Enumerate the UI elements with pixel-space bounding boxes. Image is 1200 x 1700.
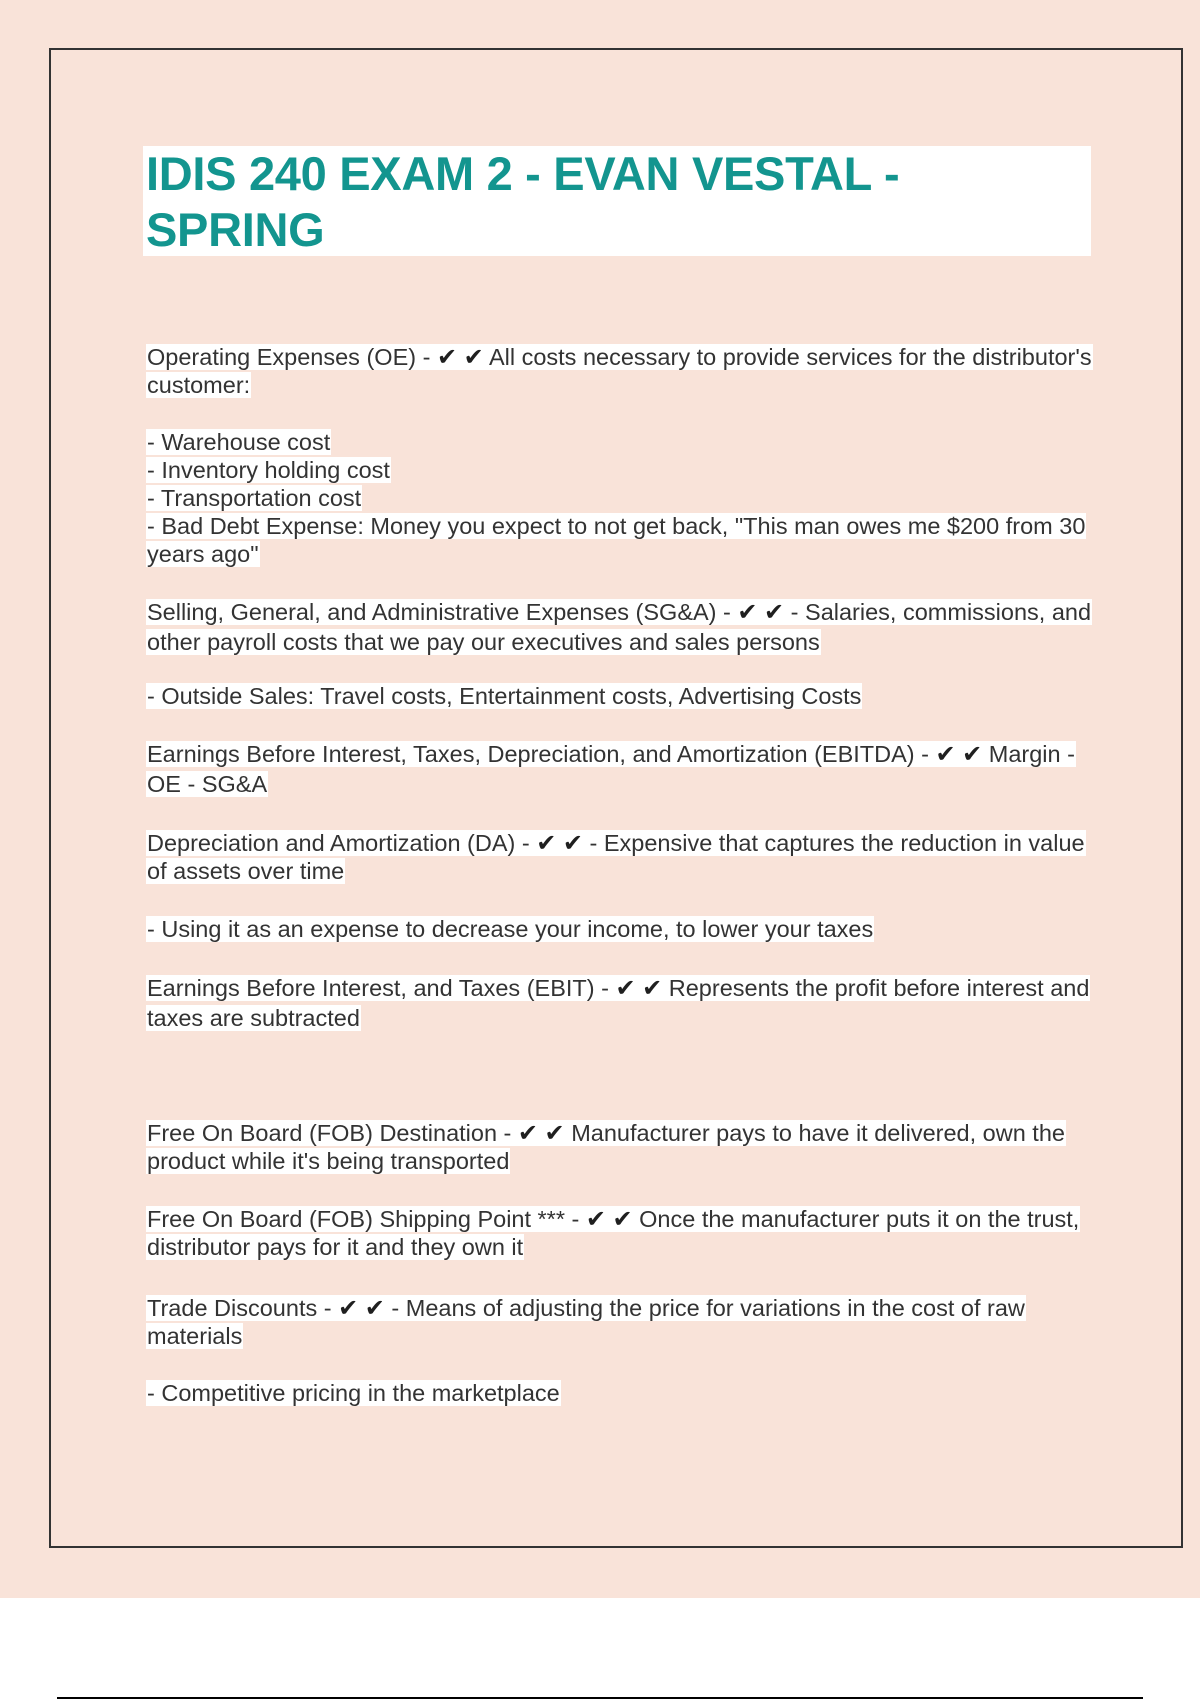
note-text: - Using it as an expense to decrease your income, to lower your taxes: [147, 916, 874, 942]
note-text: - Outside Sales: Travel costs, Entertainment costs, Advertising Costs: [147, 683, 862, 709]
entry-trade-discounts: [146, 1294, 1106, 1350]
check-icon: ✔: [764, 598, 785, 626]
bullet-item: - Bad Debt Expense: Money you expect to not get back, "This man owes me $200 from 30 years ago": [147, 513, 1086, 567]
entry-fob-destination: [146, 1119, 1106, 1175]
entry-definition: All costs necessary to provide services for the distributor's customer:: [147, 344, 1092, 398]
entry-term: Operating Expenses (OE) -: [147, 344, 437, 370]
entry-definition: Margin - OE - SG&A: [147, 741, 1075, 797]
check-icon: ✔: [436, 343, 458, 371]
bullet-item: - Transportation cost: [147, 485, 362, 511]
entry-term: Selling, General, and Administrative Expenses (SG&A) -: [147, 599, 738, 625]
check-icon: ✔: [562, 829, 583, 857]
check-icon: ✔: [962, 740, 983, 768]
bullet-item: - Inventory holding cost: [147, 457, 390, 483]
check-icon: ✔: [536, 829, 557, 857]
entry-sga: [146, 597, 1106, 657]
bullet-item: - Warehouse cost: [147, 429, 331, 455]
entry-operating-expenses: [146, 343, 1106, 399]
entry-ebitda: [146, 739, 1106, 799]
check-icon: ✔: [642, 974, 663, 1002]
entry-ebit: [146, 973, 1106, 1033]
entry-definition: - Salaries, commissions, and other payroll costs that we pay our executives and sales persons: [147, 599, 1092, 655]
entry-term: Free On Board (FOB) Destination -: [147, 1120, 518, 1146]
entry-term: Depreciation and Amortization (DA) -: [147, 830, 537, 856]
note-text: - Competitive pricing in the marketplace: [147, 1380, 560, 1406]
check-icon: ✔: [463, 343, 484, 371]
entry-definition: Once the manufacturer puts it on the trust, distributor pays for it and they own it: [147, 1206, 1080, 1260]
check-icon: ✔: [615, 974, 636, 1002]
check-icon: ✔: [612, 1205, 633, 1233]
entry-definition: - Means of adjusting the price for variations in the cost of raw materials: [147, 1295, 1025, 1349]
entry-term: Earnings Before Interest, and Taxes (EBIT) -: [147, 975, 616, 1001]
entry-term: Trade Discounts -: [147, 1295, 339, 1321]
entry-term: Earnings Before Interest, Taxes, Depreciation, and Amortization (EBITDA) -: [147, 741, 936, 767]
check-icon: ✔: [544, 1119, 565, 1147]
footer-rule: [57, 1697, 1143, 1699]
entry-depreciation: [146, 829, 1106, 885]
check-icon: ✔: [935, 740, 956, 768]
note-taxes: [146, 915, 1106, 943]
entry-definition: Manufacturer pays to have it delivered, own the product while it's being transported: [147, 1120, 1065, 1174]
note-competitive-pricing: [146, 1379, 1106, 1407]
check-icon: ✔: [517, 1119, 539, 1147]
document-title: IDIS 240 EXAM 2 - EVAN VESTAL - SPRING: [146, 147, 900, 256]
check-icon: ✔: [364, 1294, 385, 1322]
note-outside-sales: [146, 682, 1106, 710]
bullet-list: [146, 428, 1106, 568]
entry-definition: Represents the profit before interest and taxes are subtracted: [147, 975, 1090, 1031]
check-icon: ✔: [585, 1205, 606, 1233]
entry-term: Free On Board (FOB) Shipping Point *** -: [147, 1206, 586, 1232]
check-icon: ✔: [338, 1294, 359, 1322]
entry-definition: - Expensive that captures the reduction in value of assets over time: [147, 830, 1085, 884]
check-icon: ✔: [737, 598, 758, 626]
entry-fob-shipping-point: [146, 1205, 1106, 1261]
